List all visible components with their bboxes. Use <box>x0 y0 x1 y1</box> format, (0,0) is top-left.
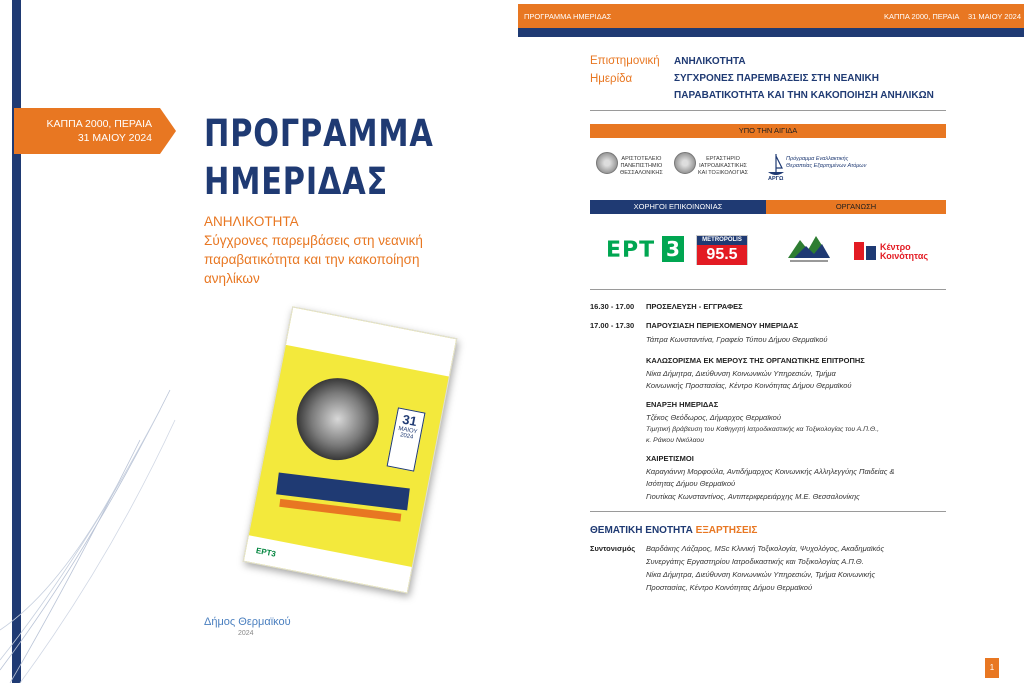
kentro-logo-line: Κέντρο <box>880 242 911 252</box>
event-type-line: Επιστημονική <box>590 55 660 67</box>
greetings-heading: ΧΑΙΡΕΤΙΣΜΟΙ <box>646 454 694 463</box>
header-location: ΚΑΠΠΑ 2000, ΠΕΡΑΙΑ <box>884 12 960 21</box>
flag-date: 31 ΜΑΙΟΥ 2024 <box>77 132 152 144</box>
auth-logo-line: ΠΑΝΕΠΙΣΤΗΜΙΟ <box>620 163 663 169</box>
flag-location: ΚΑΠΠΑ 2000, ΠΕΡΑΙΑ <box>46 118 152 130</box>
auth-logo-line: ΘΕΣΣΑΛΟΝΙΚΗΣ <box>620 170 663 176</box>
poster-ert-logo: ΕΡΤ3 <box>255 546 277 559</box>
auth-seal-icon <box>596 152 618 174</box>
ert-3-logo: 3 <box>662 236 684 262</box>
divider <box>590 511 946 512</box>
argo-wordmark: ΑΡΓΩ <box>768 176 784 182</box>
schedule-title: ΠΑΡΟΥΣΙΑΣΗ ΠΕΡΙΕΧΟΜΕΝΟΥ ΗΜΕΡΙΔΑΣ <box>646 321 799 330</box>
argo-logo-text <box>786 156 866 170</box>
municipality-mountain-logo-icon <box>784 230 834 266</box>
cover-subtitle-line: παραβατικότητα και την κακοποίηση <box>204 252 420 267</box>
schedule-time: 16.30 - 17.00 <box>590 302 635 311</box>
kentro-koinotitas-logo <box>880 243 928 261</box>
cover-title-line-2: ΗΜΕΡΙΔΑΣ <box>204 160 389 203</box>
metropolis-logo <box>696 235 748 265</box>
welcome-heading: ΚΑΛΩΣΟΡΙΣΜΑ ΕΚ ΜΕΡΟΥΣ ΤΗΣ ΟΡΓΑΝΩΤΙΚΗΣ ΕΠΙΤΡΟΠΗΣ <box>646 356 865 365</box>
presenter-line: Τάπρα Κωνσταντίνα, Γραφείο Τύπου Δήμου Θερμαϊκού <box>646 335 828 344</box>
header-date: 31 ΜΑΙΟΥ 2024 <box>968 12 1021 21</box>
opening-heading: ΕΝΑΡΞΗ ΗΜΕΡΙΔΑΣ <box>646 400 719 409</box>
opening-speaker-line: κ. Ράικου Νικόλαου <box>646 437 704 444</box>
event-type-label <box>590 52 660 88</box>
coordination-line: Νίκα Δήμητρα, Διεύθυνση Κοινωνικών Υπηρεσιών, Τμήμα Κοινωνικής <box>646 570 876 579</box>
event-type-line: Ημερίδα <box>590 73 633 85</box>
ert-logo: ΕΡΤ <box>606 238 656 263</box>
lab-logo-line: ΙΑΤΡΟΔΙΚΑΣΤΙΚΗΣ <box>699 163 747 169</box>
metropolis-wordmark: METROPOLIS <box>697 236 747 245</box>
cover-subtitle <box>204 212 464 288</box>
coordination-line: Βαρδάκης Λάζαρος, MSc Κλινική Τοξικολογία, Ψυχολόγος, Ακαδημαϊκός <box>646 544 885 553</box>
program-page <box>518 0 1024 683</box>
greetings-speaker-line: Γιουτίκας Κωνσταντίνος, Αντιπεριφερειάρχης Μ.Ε. Θεσσαλονίκης <box>646 492 860 501</box>
welcome-speaker-line: Κοινωνικής Προστασίας, Κέντρο Κοινότητας Δήμου Θερμαϊκού <box>646 381 852 390</box>
divider <box>590 110 946 111</box>
poster-city-silhouette <box>244 535 412 592</box>
schedule-title: ΠΡΟΣΕΛΕΥΣΗ - ΕΓΓΡΑΦΕΣ <box>646 302 743 311</box>
municipality-name: Δήμος Θερμαϊκού <box>204 616 291 628</box>
event-topic-line: ΣΥΓΧΡΟΝΕΣ ΠΑΡΕΜΒΑΣΕΙΣ ΣΤΗ ΝΕΑΝΙΚΗ <box>674 73 879 84</box>
coordination-line: Συνεργάτης Εργαστηρίου Ιατροδικαστικής και Τοξικολογίας Α.Π.Θ. <box>646 557 864 566</box>
poster-date-box: 31 ΜΑΙΟΥ 2024 <box>387 407 426 471</box>
event-topic-line: ΠΑΡΑΒΑΤΙΚΟΤΗΤΑ ΚΑΙ ΤΗΝ ΚΑΚΟΠΟΙΗΣΗ ΑΝΗΛΙΚΩΝ <box>674 90 934 101</box>
welcome-speaker-line: Νίκα Δήμητρα, Διεύθυνση Κοινωνικών Υπηρεσιών, Τμήμα <box>646 369 836 378</box>
thematic-title-topic: ΕΞΑΡΤΗΣΕΙΣ <box>695 525 758 536</box>
opening-speaker-line: Τζέκος Θεόδωρος, Δήμαρχος Θερμαϊκού <box>646 413 781 422</box>
coordination-line: Προστασίας, Κέντρο Κοινότητας Δήμου Θερμαϊκού <box>646 583 813 592</box>
auth-logo-line: ΑΡΙΣΤΟΤΕΛΕΙΟ <box>621 156 662 162</box>
auth-logo-text <box>620 156 663 177</box>
kentro-family-icon <box>854 242 876 260</box>
header-title: ΠΡΟΓΡΑΜΜΑ ΗΜΕΡΙΔΑΣ <box>524 12 612 21</box>
page-number: 1 <box>985 658 999 678</box>
cover-title <box>204 110 434 206</box>
cover-subtitle-line: ΑΝΗΛΙΚΟΤΗΤΑ <box>204 214 299 229</box>
metropolis-frequency: 95.5 <box>697 245 747 265</box>
header-underline <box>518 28 1024 37</box>
cover-title-line-1: ΠΡΟΓΡΑΜΜΑ <box>204 112 434 155</box>
lab-seal-icon <box>674 152 696 174</box>
poster-hand-icon <box>290 371 386 467</box>
sponsors-organizer-bar <box>590 200 946 214</box>
divider <box>590 289 946 290</box>
event-topic <box>674 53 934 104</box>
argo-logo-line: Πρόγραμμα Εναλλακτικής <box>786 156 849 162</box>
page-header <box>518 4 1024 28</box>
greetings-speaker-line: Καραγιάννη Μορφούλα, Αντιδήμαρχος Κοινωνικής Αλληλεγγύης Παιδείας & <box>646 467 895 476</box>
thematic-title-part: ΘΕΜΑΤΙΚΗ ΕΝΟΤΗΤΑ <box>590 525 696 536</box>
media-sponsors-label: ΧΟΡΗΓΟΙ ΕΠΙΚΟΙΝΩΝΙΑΣ <box>590 200 766 214</box>
lab-logo-line: ΕΡΓΑΣΤΗΡΙΟ <box>706 156 740 162</box>
lab-logo-text <box>698 156 748 177</box>
greetings-speaker-line: Ισότητας Δήμου Θερμαϊκού <box>646 479 736 488</box>
argo-logo-line: Θεραπείας Εξαρτημένων Ατόμων <box>786 163 867 169</box>
opening-speaker-line: Τιμητική βράβευση του Καθηγητή Ιατροδικαστικής κα Τοξικολογίας του Α.Π.Θ., <box>646 426 880 433</box>
coordination-label: Συντονισμός <box>590 544 636 553</box>
auspices-logos <box>590 148 946 188</box>
organization-label: ΟΡΓΑΝΩΣΗ <box>766 200 946 214</box>
cover-subtitle-line: Σύγχρονες παρεμβάσεις στη νεανική <box>204 233 423 248</box>
lab-logo-line: ΚΑΙ ΤΟΞΙΚΟΛΟΓΙΑΣ <box>698 170 749 176</box>
decorative-swirl <box>0 330 180 683</box>
kentro-logo-line: Κοινότητας <box>880 251 929 261</box>
municipality-year: 2024 <box>238 630 254 637</box>
date-location-flag <box>14 108 176 154</box>
auspices-bar: ΥΠΟ ΤΗΝ ΑΙΓΙΔΑ <box>590 124 946 138</box>
event-topic-line: ΑΝΗΛΙΚΟΤΗΤΑ <box>674 56 746 67</box>
event-poster-image <box>243 306 458 593</box>
poster-logo-strip <box>286 308 456 377</box>
cover-subtitle-line: ανηλίκων <box>204 271 260 286</box>
thematic-section-title <box>590 525 757 536</box>
schedule-time: 17.00 - 17.30 <box>590 321 635 330</box>
